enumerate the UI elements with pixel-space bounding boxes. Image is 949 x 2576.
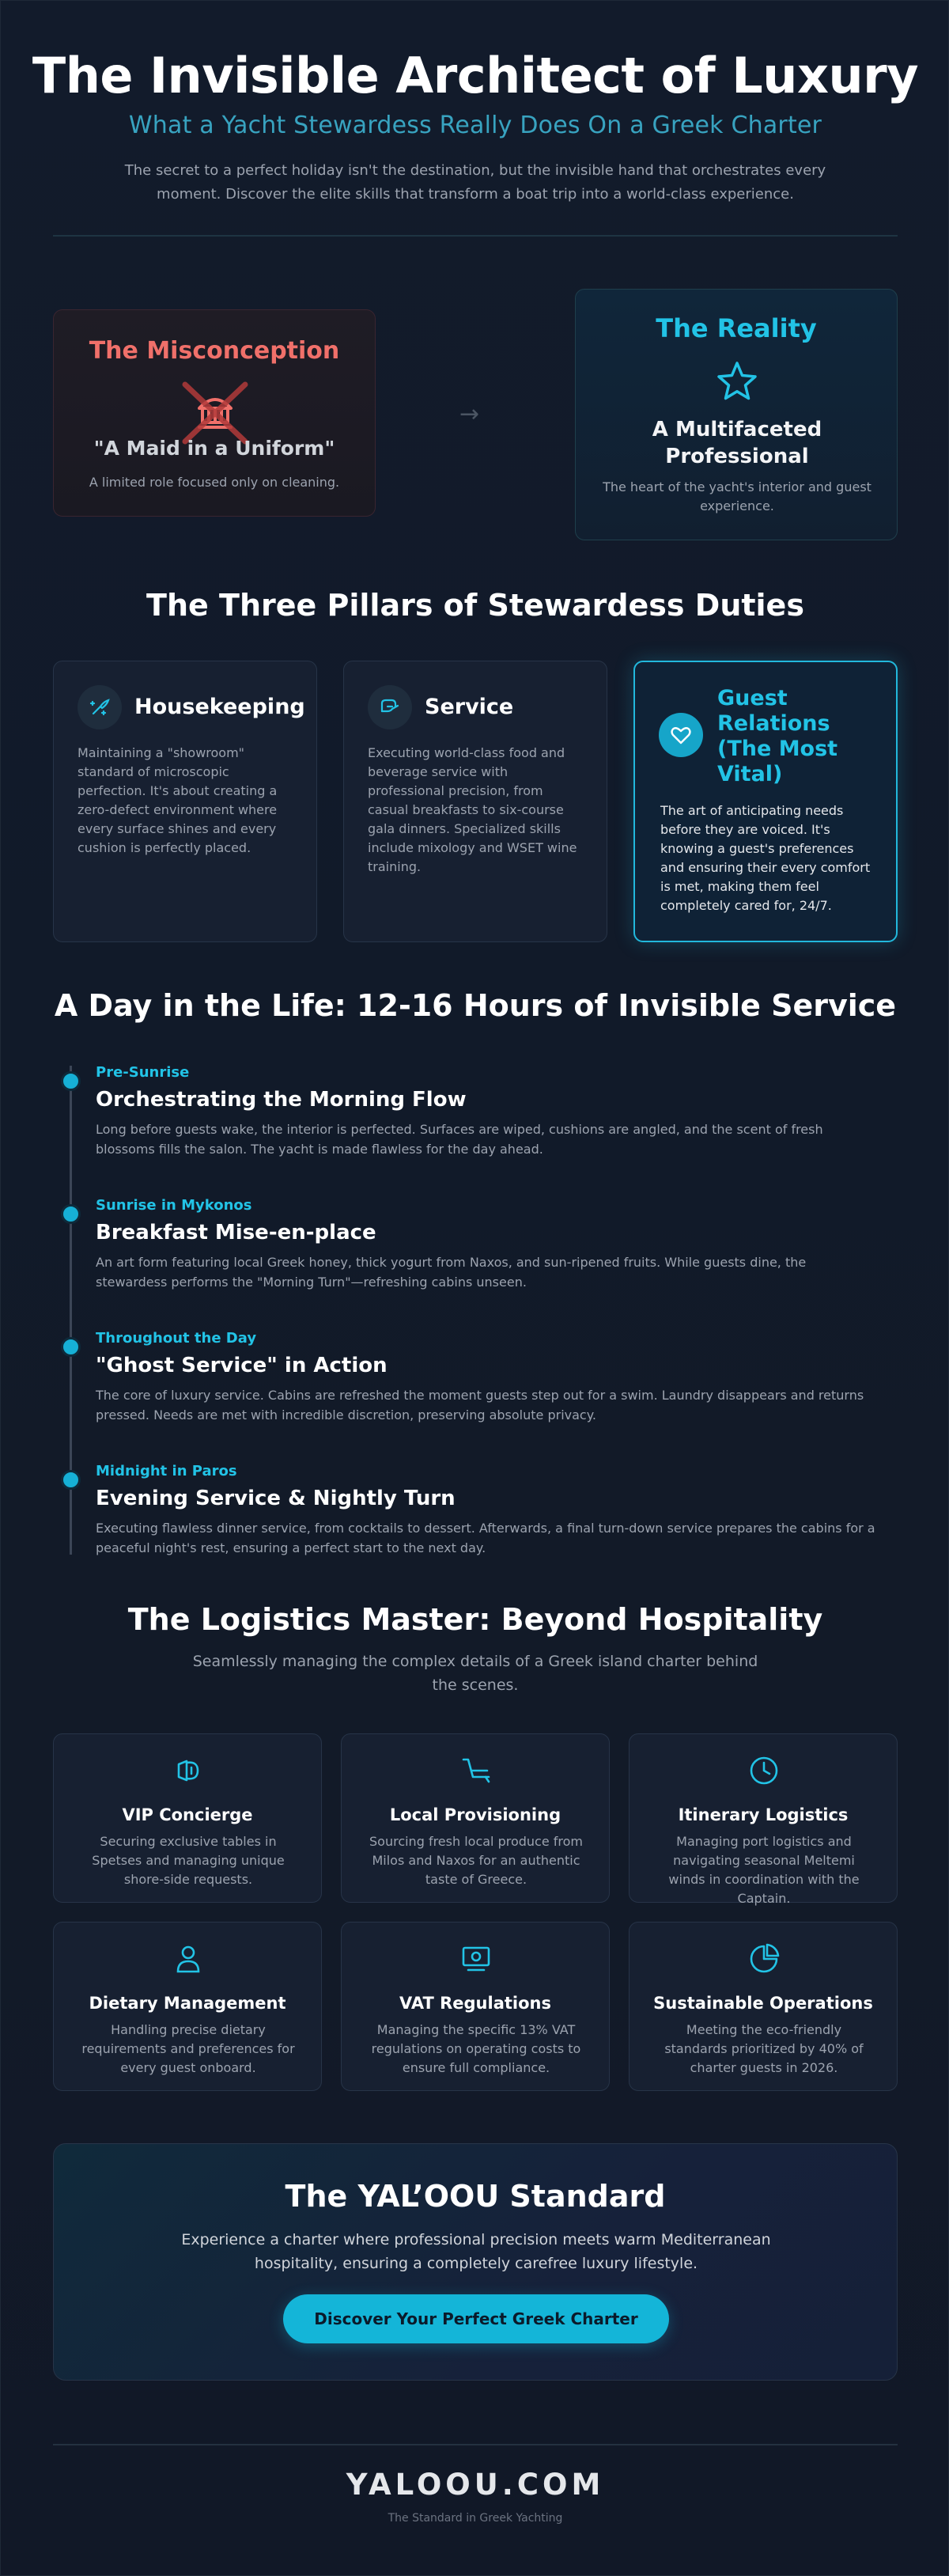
heart-icon	[659, 713, 703, 757]
logistics-card-title: VIP Concierge	[122, 1805, 253, 1824]
logistics-card-title: Itinerary Logistics	[678, 1805, 849, 1824]
timeline-time: Midnight in Paros	[96, 1463, 237, 1479]
timeline-time: Pre-Sunrise	[96, 1064, 190, 1081]
hero-title: The Invisible Architect of Luxury	[32, 47, 919, 104]
logistics-card-description: Securing exclusive tables in Spetses and managing unique shore-side requests.	[92, 1834, 285, 1887]
standard-description: Experience a charter where professional precision meets warm Mediterranean hospitality, ensuring a completely carefree luxury lifestyle.	[181, 2231, 771, 2272]
misconception-description: A limited role focused only on cleaning.	[89, 475, 340, 490]
misconception-title: The Misconception	[89, 337, 340, 365]
footer-divider	[53, 2444, 898, 2445]
timeline-description: Executing flawless dinner service, from cocktails to dessert. Afterwards, a final turn-down service prepares the cabins for a peaceful night's rest, ensuring a perfect start to the next day.	[96, 1521, 875, 1555]
pillar-service	[343, 661, 607, 942]
timeline-title: A Day in the Life: 12-16 Hours of Invisible Service	[54, 988, 897, 1023]
logistics-card-description: Sourcing fresh local produce from Milos and Naxos for an authentic taste of Greece.	[369, 1834, 583, 1887]
timeline-dot	[61, 1470, 81, 1490]
timeline-heading: Orchestrating the Morning Flow	[96, 1088, 467, 1112]
pillar-title: Service	[425, 695, 514, 719]
logistics-card-dietary-management	[53, 1922, 322, 2091]
standard-title: The YAL’OOU Standard	[285, 2179, 666, 2214]
logistics-card-sustainable-operations	[629, 1922, 898, 2091]
logistics-card-title: VAT Regulations	[399, 1994, 551, 2013]
arrow-right-icon: →	[459, 400, 480, 428]
pillar-title: Housekeeping	[134, 695, 305, 719]
pillar-description: Executing world-class food and beverage service with professional precision, from casual breakfasts to six-course gala dinners. Specialized skills include mixology and WSET wine training.	[368, 745, 577, 874]
reality-description: The heart of the yacht's interior and guest experience.	[603, 479, 871, 513]
logistics-card-description: Managing the specific 13% VAT regulations on operating costs to ensure full compliance.	[371, 2022, 581, 2075]
reality-card	[575, 289, 898, 540]
pillar-description: Maintaining a "showroom" standard of microscopic perfection. It's about creating a zero-defect environment where every surface shines and every cushion is perfectly placed.	[78, 745, 278, 855]
logistics-card-vat-regulations	[341, 1922, 610, 2091]
clock-icon	[747, 1753, 781, 1788]
timeline-dot	[61, 1337, 81, 1357]
serving-hand-icon	[368, 685, 412, 729]
reality-title: The Reality	[656, 313, 817, 343]
timeline-heading: "Ghost Service" in Action	[96, 1354, 388, 1377]
timeline-dot	[61, 1071, 81, 1091]
standard-cta-panel	[53, 2143, 898, 2381]
reality-heading: A Multifaceted Professional	[652, 418, 822, 468]
footer-tagline: The Standard in Greek Yachting	[388, 2512, 563, 2525]
logistics-card-vip-concierge	[53, 1733, 322, 1903]
cart-icon	[459, 1753, 493, 1788]
logistics-card-description: Managing port logistics and navigating seasonal Meltemi winds in coordination with the Captain.	[668, 1834, 860, 1906]
timeline-description: The core of luxury service. Cabins are refreshed the moment guests step out for a swim. Laundry disappears and returns pressed. Needs are met with incredible discretion, preserving absolute privacy.	[96, 1388, 864, 1422]
discover-charter-button[interactable]: Discover Your Perfect Greek Charter	[283, 2294, 669, 2343]
timeline-heading: Breakfast Mise-en-place	[96, 1221, 376, 1244]
logistics-card-title: Dietary Management	[89, 1994, 286, 2013]
logistics-card-title: Sustainable Operations	[653, 1994, 873, 2013]
pillar-description: The art of anticipating needs before they are voiced. It's knowing a guest's preferences and ensuring their every comfort is met, making them feel completely cared for, 24/7.	[660, 803, 871, 913]
timeline-time: Sunrise in Mykonos	[96, 1197, 252, 1214]
logistics-title: The Logistics Master: Beyond Hospitality	[127, 1602, 823, 1637]
timeline-description: Long before guests wake, the interior is perfected. Surfaces are wiped, cushions are angled, and the scent of fresh blossoms fills the salon. The yacht is made flawless for the day ahead.	[96, 1122, 823, 1157]
person-icon	[171, 1941, 206, 1976]
pillar-guest-relations	[633, 661, 898, 942]
sparkle-icon	[78, 685, 122, 729]
logistics-card-description: Handling precise dietary requirements and preferences for every guest onboard.	[81, 2022, 295, 2075]
divider	[53, 235, 898, 237]
logistics-card-description: Meeting the eco-friendly standards prioritized by 40% of charter guests in 2026.	[664, 2022, 864, 2075]
concierge-phone-icon	[171, 1753, 206, 1788]
pie-chart-icon	[747, 1941, 781, 1976]
pillar-title: Guest Relations (The Most Vital)	[717, 686, 838, 786]
money-icon	[459, 1941, 493, 1976]
hero-description: The secret to a perfect holiday isn't the destination, but the invisible hand that orchestrates every moment. Discover the elite skills that transform a boat trip into a world-class experience.	[124, 162, 826, 203]
misconception-quote: "A Maid in a Uniform"	[93, 437, 335, 460]
timeline-time: Throughout the Day	[96, 1330, 257, 1347]
timeline-description: An art form featuring local Greek honey, thick yogurt from Naxos, and sun-ripened fruits. While guests dine, the stewardess performs the "Morning Turn"—refreshing cabins unseen.	[96, 1255, 807, 1290]
logistics-card-local-provisioning	[341, 1733, 610, 1903]
misconception-card	[53, 309, 376, 517]
logistics-card-itinerary-logistics	[629, 1733, 898, 1906]
pillars-title: The Three Pillars of Stewardess Duties	[146, 588, 804, 623]
footer-brand[interactable]: YALOOU.COM	[346, 2468, 605, 2502]
timeline-heading: Evening Service & Nightly Turn	[96, 1487, 456, 1510]
logistics-subtitle: Seamlessly managing the complex details of a Greek island charter behind the scenes.	[192, 1653, 758, 1694]
pillar-housekeeping	[53, 661, 317, 942]
logistics-card-title: Local Provisioning	[389, 1805, 561, 1824]
hero-subtitle: What a Yacht Stewardess Really Does On a Greek Charter	[128, 112, 822, 139]
star-icon	[715, 359, 759, 403]
timeline-dot	[61, 1204, 81, 1224]
